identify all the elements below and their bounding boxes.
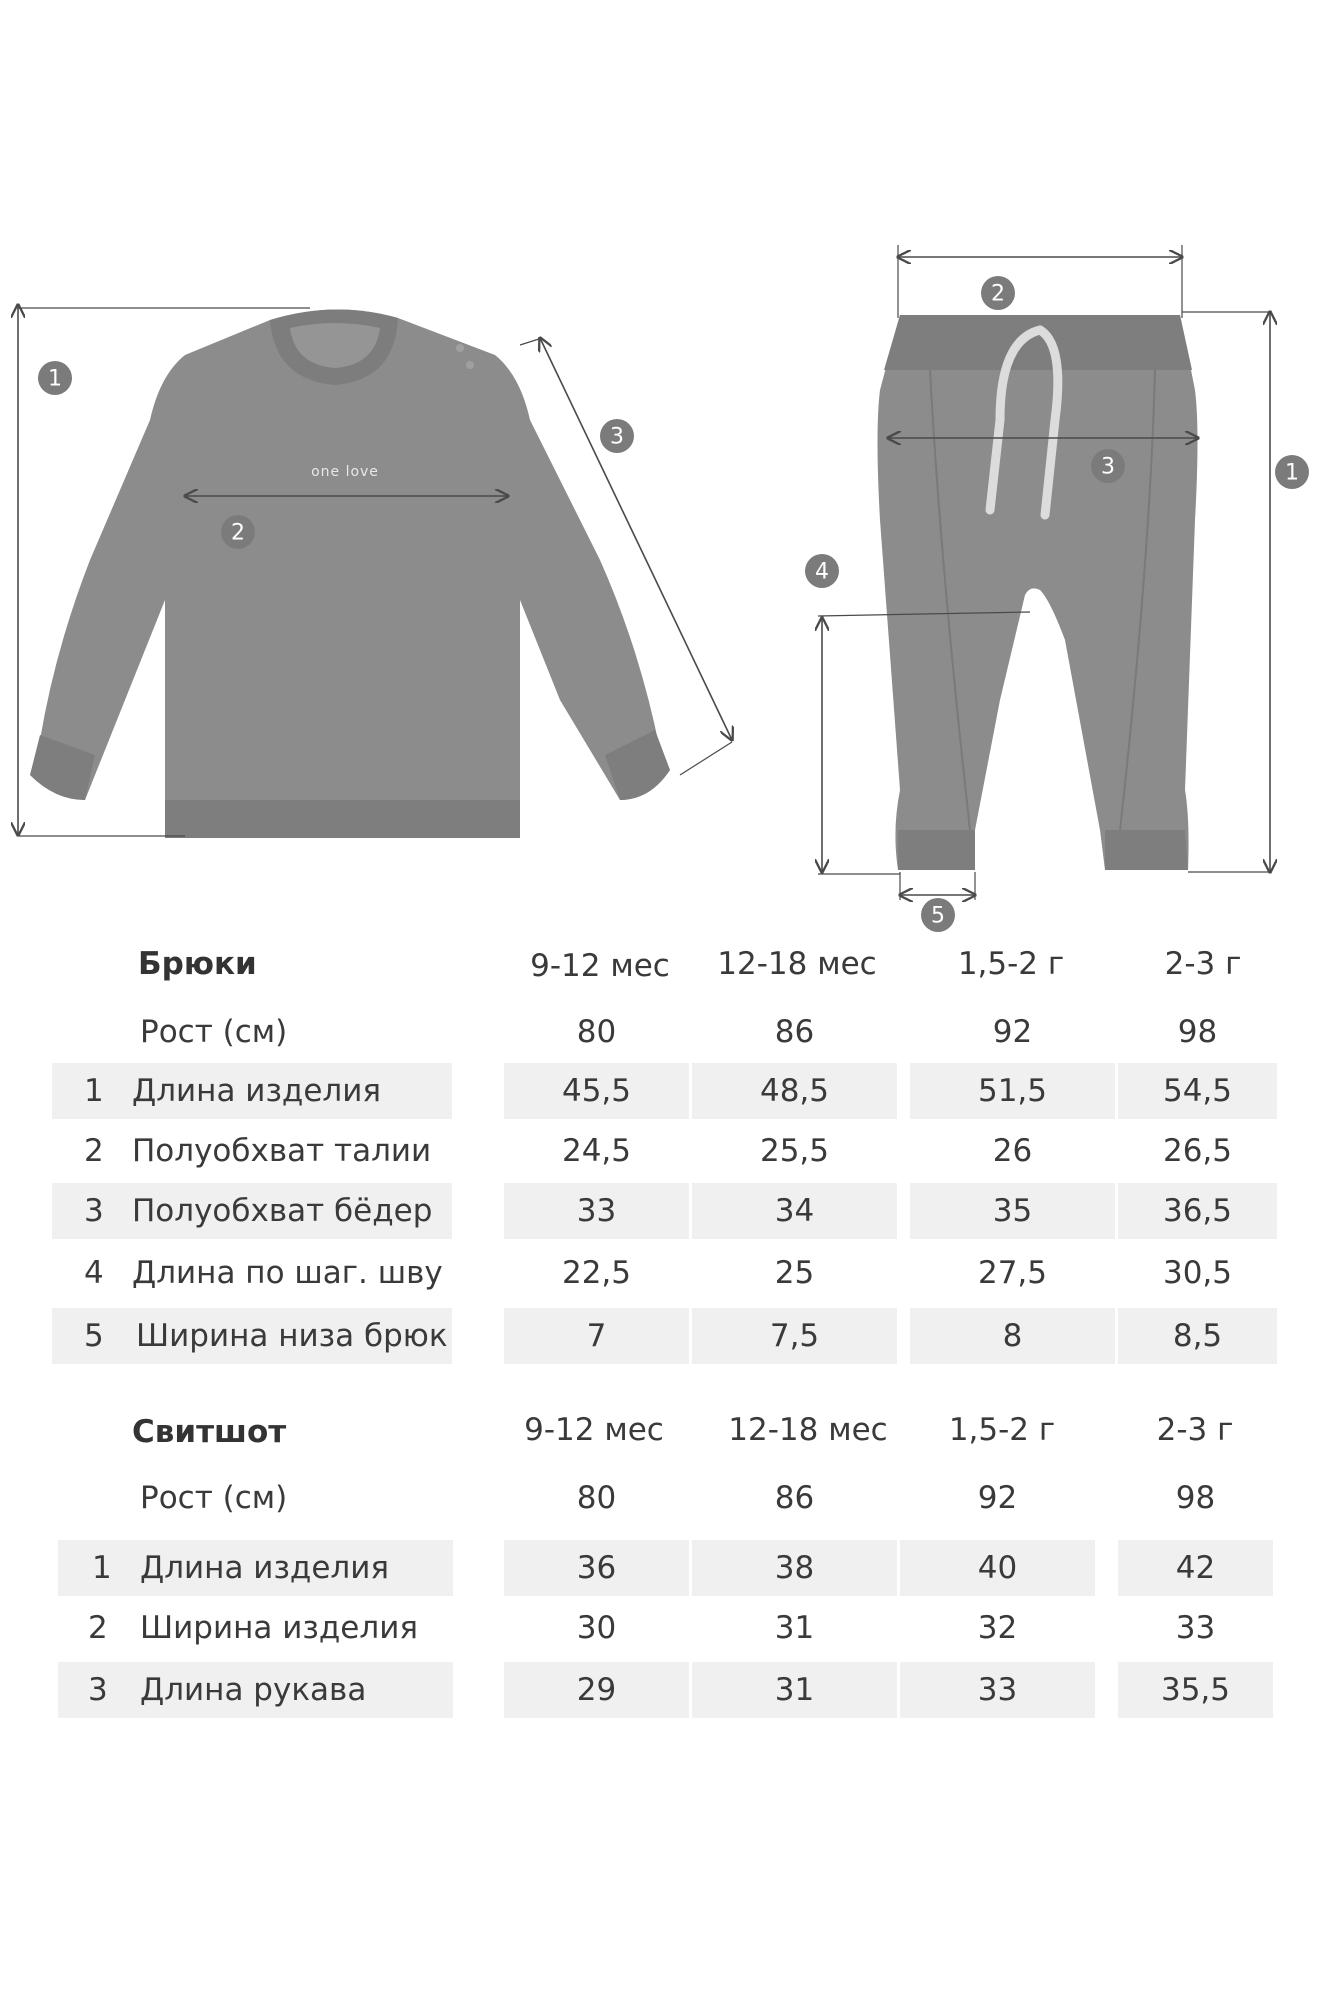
sweatshirt-body (30, 309, 670, 838)
svg-text:1: 1 (1285, 460, 1299, 486)
svg-text:2: 2 (231, 520, 245, 546)
pants-badge-4 (805, 554, 839, 588)
pants-size-1: 9-12 мес (530, 948, 670, 984)
pants-right-cuff (1105, 830, 1188, 870)
svg-text:3: 3 (610, 424, 624, 450)
pants-row-2: 2 Полуобхват талии 24,5 25,5 26 26,5 (84, 1133, 1233, 1169)
pants-row-5: 5 Ширина низа брюк 7 7,5 8 8,5 (52, 1308, 1277, 1364)
sweat-row-3: 3 Длина рукава 29 31 33 35,5 (58, 1662, 1273, 1718)
pants-waistband (884, 315, 1192, 370)
pants-size-4: 2-3 г (1164, 946, 1242, 982)
pants-drawing (805, 245, 1309, 932)
sweat-size-3: 1,5-2 г (948, 1412, 1056, 1448)
svg-text:4: 4 (815, 559, 829, 585)
pants-row-1: 1 Длина изделия 45,5 48,5 51,5 54,5 (52, 1063, 1277, 1119)
sweatshirt-badge-1 (38, 361, 72, 395)
pants-badge-5 (921, 898, 955, 932)
sweatshirt-print: one love (311, 464, 379, 480)
pants-size-3: 1,5-2 г (957, 946, 1065, 982)
svg-text:3: 3 (1101, 454, 1115, 480)
pants-size-table (0, 940, 1325, 1370)
pants-body (878, 315, 1198, 870)
sweat-size-1: 9-12 мес (524, 1412, 664, 1448)
sweat-height-row: Рост (см) 80 86 92 98 (58, 1470, 1273, 1526)
sweatshirt-drawing (18, 305, 732, 838)
sweat-row-2: 2 Ширина изделия 30 31 32 33 (88, 1610, 1216, 1646)
pants-badge-2 (981, 276, 1015, 310)
sweatshirt-badge-2 (221, 515, 255, 549)
svg-text:1: 1 (48, 366, 62, 392)
garment-illustrations (0, 0, 1325, 940)
sweat-height-label: Рост (см) (140, 1480, 288, 1516)
pants-height-label: Рост (см) (140, 1014, 288, 1050)
pants-height-row: Рост (см) 80 86 92 98 (52, 1004, 1277, 1060)
pants-size-2: 12-18 мес (717, 946, 877, 982)
pants-row-4: 4 Длина по шаг. шву 22,5 25 27,5 30,5 (84, 1255, 1233, 1291)
svg-text:5: 5 (931, 903, 945, 929)
svg-text:2: 2 (991, 281, 1005, 307)
sweatshirt-size-table (0, 1410, 1325, 1730)
pants-row-3: 3 Полуобхват бёдер 33 34 35 36,5 (52, 1183, 1277, 1239)
pants-table-title: Брюки (138, 946, 257, 982)
pants-badge-3 (1091, 449, 1125, 483)
sweat-row-1: 1 Длина изделия 36 38 40 42 (58, 1540, 1273, 1596)
sweat-table-title: Свитшот (132, 1414, 287, 1450)
sweatshirt-badge-3 (600, 419, 634, 453)
sweat-size-2: 12-18 мес (728, 1412, 888, 1448)
pants-left-cuff (898, 830, 975, 870)
sweat-size-4: 2-3 г (1156, 1412, 1234, 1448)
sweatshirt-hem (165, 800, 520, 838)
pants-badge-1 (1275, 455, 1309, 489)
